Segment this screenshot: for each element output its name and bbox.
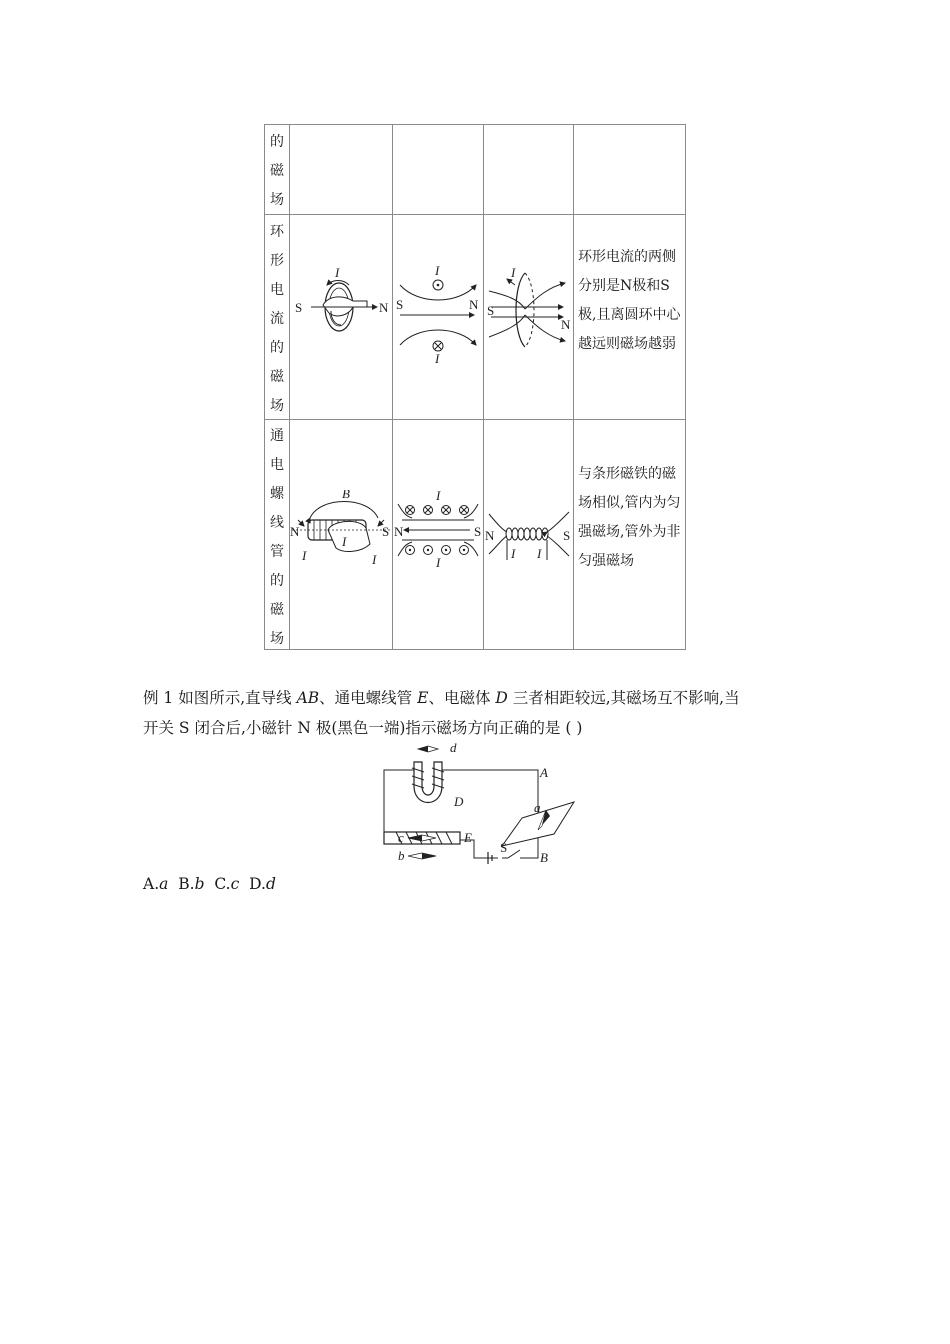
row-description: 环形电流的两侧分别是N极和S极,且离圆环中心越远则磁场越弱 (578, 249, 681, 352)
example-text: 三者相距较远,其磁场互不影响,当 (507, 689, 740, 707)
choice-c[interactable]: C.c (214, 875, 240, 893)
row-divider (265, 419, 685, 420)
current-label: I (435, 351, 440, 365)
current-label: I (511, 265, 516, 280)
ring-current-right-hand-figure (291, 255, 391, 355)
solenoid-cross-section-figure (394, 490, 482, 570)
row-divider (265, 214, 685, 215)
solenoid-3d-figure (485, 500, 573, 570)
current-label: I (436, 555, 441, 570)
row-description: 与条形磁铁的磁场相似,管内为匀强磁场,管外为非匀强磁场 (578, 466, 681, 569)
south-label: S (487, 303, 495, 318)
example-text: 、电磁体 (428, 689, 496, 707)
south-label: S (474, 524, 482, 539)
south-label: S (563, 528, 571, 543)
example-question-line-2: 开关 S 闭合后,小磁针 N 极(黑色一端)指示磁场方向正确的是 ( ) (143, 719, 583, 737)
row-label: 的 磁 场 (270, 134, 284, 208)
column-divider (289, 125, 290, 649)
solenoid-e-label: E (464, 830, 472, 845)
ring-current-3d-figure (485, 265, 573, 355)
current-label: I (342, 534, 347, 549)
wire-ab-label: AB (296, 689, 320, 707)
electromagnet-d-label: D (454, 794, 464, 809)
compass-d-label: d (450, 740, 457, 755)
circuit-figure (378, 740, 578, 866)
north-label: N (394, 524, 404, 539)
north-label: N (469, 297, 479, 312)
switch-s-label: S (500, 840, 508, 855)
example-text: 例 1 如图所示,直导线 (143, 689, 297, 707)
ring-current-cross-section-figure (394, 255, 482, 365)
row-label: 通 电 螺 线 管 的 磁 场 (270, 428, 284, 647)
south-label: S (396, 297, 404, 312)
field-label: B (342, 490, 350, 501)
compass-a-label: a (534, 800, 541, 815)
current-label: I (435, 263, 440, 278)
row-label: 环 形 电 流 的 磁 场 (270, 224, 284, 414)
terminal-a-label: A (540, 765, 548, 780)
north-label: N (379, 300, 389, 315)
north-label: N (561, 317, 571, 332)
column-divider (483, 125, 484, 649)
answer-choices (143, 870, 276, 898)
example-text: 、通电螺线管 (319, 689, 418, 707)
magnetic-field-table (264, 124, 686, 650)
current-label: I (302, 548, 307, 563)
current-label: I (335, 265, 340, 280)
compass-b-label: b (398, 848, 405, 863)
compass-c-label: c (398, 830, 404, 845)
current-label: I (436, 490, 441, 503)
column-divider (392, 125, 393, 649)
choice-d[interactable]: D.d (249, 875, 276, 893)
terminal-b-label: B (540, 850, 548, 865)
example-question-line-1 (143, 683, 823, 713)
choice-a[interactable]: A.a (143, 875, 169, 893)
south-label: S (295, 300, 303, 315)
choice-b[interactable]: B.b (178, 875, 205, 893)
south-label: S (382, 524, 390, 539)
north-label: N (485, 528, 495, 543)
current-label: I (372, 552, 377, 567)
north-label: N (290, 524, 300, 539)
current-label: I (537, 546, 542, 561)
current-label: I (511, 546, 516, 561)
solenoid-e-label: E (417, 689, 429, 707)
electromagnet-d-label: D (495, 689, 508, 707)
solenoid-right-hand-figure (290, 490, 392, 570)
column-divider (573, 125, 574, 649)
